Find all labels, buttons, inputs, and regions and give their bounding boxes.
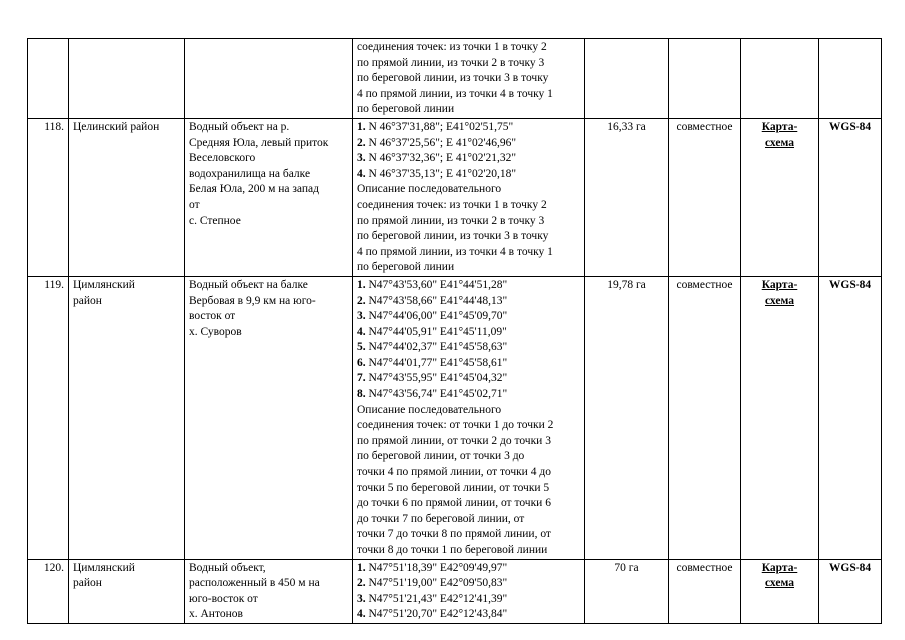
coordinate-point — [357, 167, 580, 183]
point-number: 2. — [357, 577, 366, 590]
point-number: 2. — [357, 294, 366, 307]
connection-description: точки 4 по прямой линии, от точки 4 до — [357, 466, 551, 479]
district-text: Цимлянский — [73, 278, 135, 291]
connection-description: по прямой линии, из точки 2 в точку 3 — [357, 56, 545, 69]
coordinate-point — [357, 294, 580, 310]
connection-description: по прямой линии, от точки 2 до точки 3 — [357, 434, 551, 447]
table-body — [28, 39, 882, 624]
point-coordinates: N47°51'19,00" E42°09'50,83" — [368, 577, 508, 590]
coordinate-point — [357, 151, 580, 167]
connection-description: по береговой линии, из точки 3 в точку — [357, 72, 549, 85]
point-coordinates: N47°43'55,95" E41°45'04,32" — [368, 372, 508, 385]
area-value: 19,78 га — [607, 278, 646, 291]
map-scheme-link[interactable] — [741, 276, 819, 559]
area-cell — [585, 118, 669, 276]
connection-description: соединения точек: из точки 1 в точку 2 — [357, 41, 547, 53]
water-object-cell — [185, 276, 353, 559]
connection-description: до точки 7 по береговой линии, от — [357, 512, 525, 525]
district-text: Цимлянский — [73, 561, 135, 574]
water-object-text: Средняя Юла, левый приток — [189, 136, 329, 149]
table-row — [28, 276, 882, 559]
coordinate-point — [357, 120, 580, 136]
connection-description: точки 8 до точки 1 по береговой линии — [357, 544, 548, 556]
district-text: район — [73, 294, 102, 307]
usage-mode-cell — [669, 39, 741, 119]
coordinate-system-cell — [819, 276, 882, 559]
area-value: 16,33 га — [607, 120, 646, 133]
map-scheme-link-text[interactable]: Карта- — [761, 561, 798, 574]
coordinate-point — [357, 592, 580, 608]
usage-mode: совместное — [676, 278, 733, 291]
coordinate-point — [357, 325, 580, 341]
point-coordinates: N47°51'21,43" E42°12'41,39" — [368, 592, 508, 605]
water-object-text: Белая Юла, 200 м на запад — [189, 183, 319, 196]
map-scheme-link-text[interactable]: схема — [764, 294, 795, 307]
coordinate-system: WGS-84 — [828, 120, 872, 133]
connection-description: соединения точек: из точки 1 в точку 2 — [357, 198, 547, 211]
map-scheme-link-text[interactable]: Карта- — [761, 278, 798, 291]
coordinate-point — [357, 387, 580, 403]
point-number: 3. — [357, 592, 366, 605]
point-number: 4. — [357, 325, 366, 338]
coordinates-cell — [353, 118, 585, 276]
point-coordinates: N 46°37'32,36"; E 41°02'21,32" — [368, 152, 517, 165]
point-number: 1. — [357, 561, 366, 574]
map-scheme-link[interactable] — [741, 559, 819, 623]
point-number: 6. — [357, 356, 366, 369]
area-cell — [585, 276, 669, 559]
water-object-cell — [185, 559, 353, 623]
coordinate-system: WGS-84 — [828, 561, 872, 574]
coordinate-point — [357, 576, 580, 592]
area-cell — [585, 559, 669, 623]
usage-mode: совместное — [676, 561, 733, 574]
map-scheme-link-text[interactable]: схема — [764, 577, 795, 590]
coordinate-point — [357, 356, 580, 372]
usage-mode-cell — [669, 118, 741, 276]
connection-description: по береговой линии — [357, 103, 455, 116]
point-coordinates: N47°44'06,00" E41°45'09,70" — [368, 310, 508, 323]
connection-description: по береговой линии, из точки 3 в точку — [357, 230, 549, 243]
map-scheme-link-text[interactable]: схема — [764, 136, 795, 149]
point-coordinates: N47°44'01,77" E41°45'58,61" — [368, 356, 508, 369]
district-cell — [69, 276, 185, 559]
water-object-text: от — [189, 198, 200, 211]
coordinates-cell — [353, 559, 585, 623]
point-number: 1. — [357, 278, 366, 291]
point-coordinates: N 46°37'25,56"; E 41°02'46,96" — [368, 136, 517, 149]
coordinates-cell — [353, 276, 585, 559]
coordinate-system-cell — [819, 118, 882, 276]
connection-description: Описание последовательного — [357, 183, 502, 196]
point-coordinates: N47°44'05,91" E41°45'11,09" — [368, 325, 507, 338]
water-object-text: Водный объект на р. — [189, 120, 290, 133]
connection-description: по прямой линии, из точки 2 в точку 3 — [357, 214, 545, 227]
area-value: 70 га — [614, 561, 639, 574]
connection-description: точки 7 до точки 8 по прямой линии, от — [357, 528, 551, 541]
point-coordinates: N47°43'56,74" E41°45'02,71" — [368, 388, 508, 401]
connection-description: соединения точек: от точки 1 до точки 2 — [357, 419, 554, 432]
coordinate-system-cell — [819, 39, 882, 119]
water-object-text: с. Степное — [189, 214, 241, 227]
map-scheme-link — [741, 39, 819, 119]
table-row — [28, 559, 882, 623]
water-object-cell — [185, 39, 353, 119]
coordinates-cell — [353, 39, 585, 119]
point-coordinates: N 46°37'31,88"; E41°02'51,75" — [368, 120, 514, 133]
row-number-cell — [28, 276, 69, 559]
coordinate-system-cell — [819, 559, 882, 623]
water-object-text: Водный объект на балке — [189, 278, 308, 291]
connection-description: Описание последовательного — [357, 403, 502, 416]
register-table — [27, 38, 882, 624]
water-object-text: х. Суворов — [189, 325, 242, 338]
coordinate-point — [357, 561, 580, 577]
point-number: 4. — [357, 167, 366, 180]
point-number: 5. — [357, 341, 366, 354]
water-object-text: юго-восток от — [189, 592, 258, 605]
point-number: 2. — [357, 136, 366, 149]
coordinate-point — [357, 278, 580, 294]
district-text: Целинский район — [73, 120, 160, 133]
coordinate-point — [357, 309, 580, 325]
district-cell — [69, 559, 185, 623]
point-number: 7. — [357, 372, 366, 385]
connection-description: 4 по прямой линии, из точки 4 в точку 1 — [357, 87, 553, 100]
table-row — [28, 118, 882, 276]
point-coordinates: N 46°37'35,13"; E 41°02'20,18" — [368, 167, 517, 180]
row-number-cell — [28, 118, 69, 276]
point-coordinates: N47°43'58,66" E41°44'48,13" — [368, 294, 508, 307]
coordinate-point — [357, 340, 580, 356]
water-object-text: водохранилища на балке — [189, 167, 311, 180]
water-object-text: Водный объект, — [189, 561, 266, 574]
connection-description: 4 по прямой линии, из точки 4 в точку 1 — [357, 245, 553, 258]
usage-mode-cell — [669, 559, 741, 623]
point-number: 3. — [357, 310, 366, 323]
point-number: 4. — [357, 608, 366, 621]
row-number-cell — [28, 559, 69, 623]
district-cell — [69, 118, 185, 276]
district-cell — [69, 39, 185, 119]
district-text: район — [73, 577, 102, 590]
table-row — [28, 39, 882, 119]
row-number: 119. — [44, 278, 64, 291]
connection-description: по береговой линии — [357, 261, 455, 274]
water-object-text: расположенный в 450 м на — [189, 577, 320, 590]
row-number: 120. — [43, 561, 64, 574]
connection-description: точки 5 по береговой линии, от точки 5 — [357, 481, 550, 494]
coordinate-point — [357, 371, 580, 387]
row-number: 118. — [44, 120, 64, 133]
water-object-text: х. Антонов — [189, 608, 243, 621]
water-object-text: Веселовского — [189, 152, 256, 165]
usage-mode: совместное — [676, 120, 733, 133]
water-object-text: восток от — [189, 310, 236, 323]
point-number: 8. — [357, 388, 366, 401]
connection-description: по береговой линии, от точки 3 до — [357, 450, 525, 463]
connection-description: до точки 6 по прямой линии, от точки 6 — [357, 497, 551, 510]
row-number-cell — [28, 39, 69, 119]
map-scheme-link-text[interactable]: Карта- — [761, 120, 798, 133]
coordinate-point — [357, 136, 580, 152]
point-coordinates: N47°43'53,60" E41°44'51,28" — [368, 278, 508, 291]
water-object-cell — [185, 118, 353, 276]
point-number: 1. — [357, 120, 366, 133]
coordinate-system: WGS-84 — [828, 278, 872, 291]
water-object-text: Вербовая в 9,9 км на юго- — [189, 294, 316, 307]
point-coordinates: N47°44'02,37" E41°45'58,63" — [368, 341, 508, 354]
usage-mode-cell — [669, 276, 741, 559]
coordinate-point — [357, 607, 580, 623]
point-number: 3. — [357, 152, 366, 165]
area-cell — [585, 39, 669, 119]
point-coordinates: N47°51'18,39" E42°09'49,97" — [368, 561, 508, 574]
point-coordinates: N47°51'20,70" E42°12'43,84" — [368, 608, 508, 621]
map-scheme-link[interactable] — [741, 118, 819, 276]
